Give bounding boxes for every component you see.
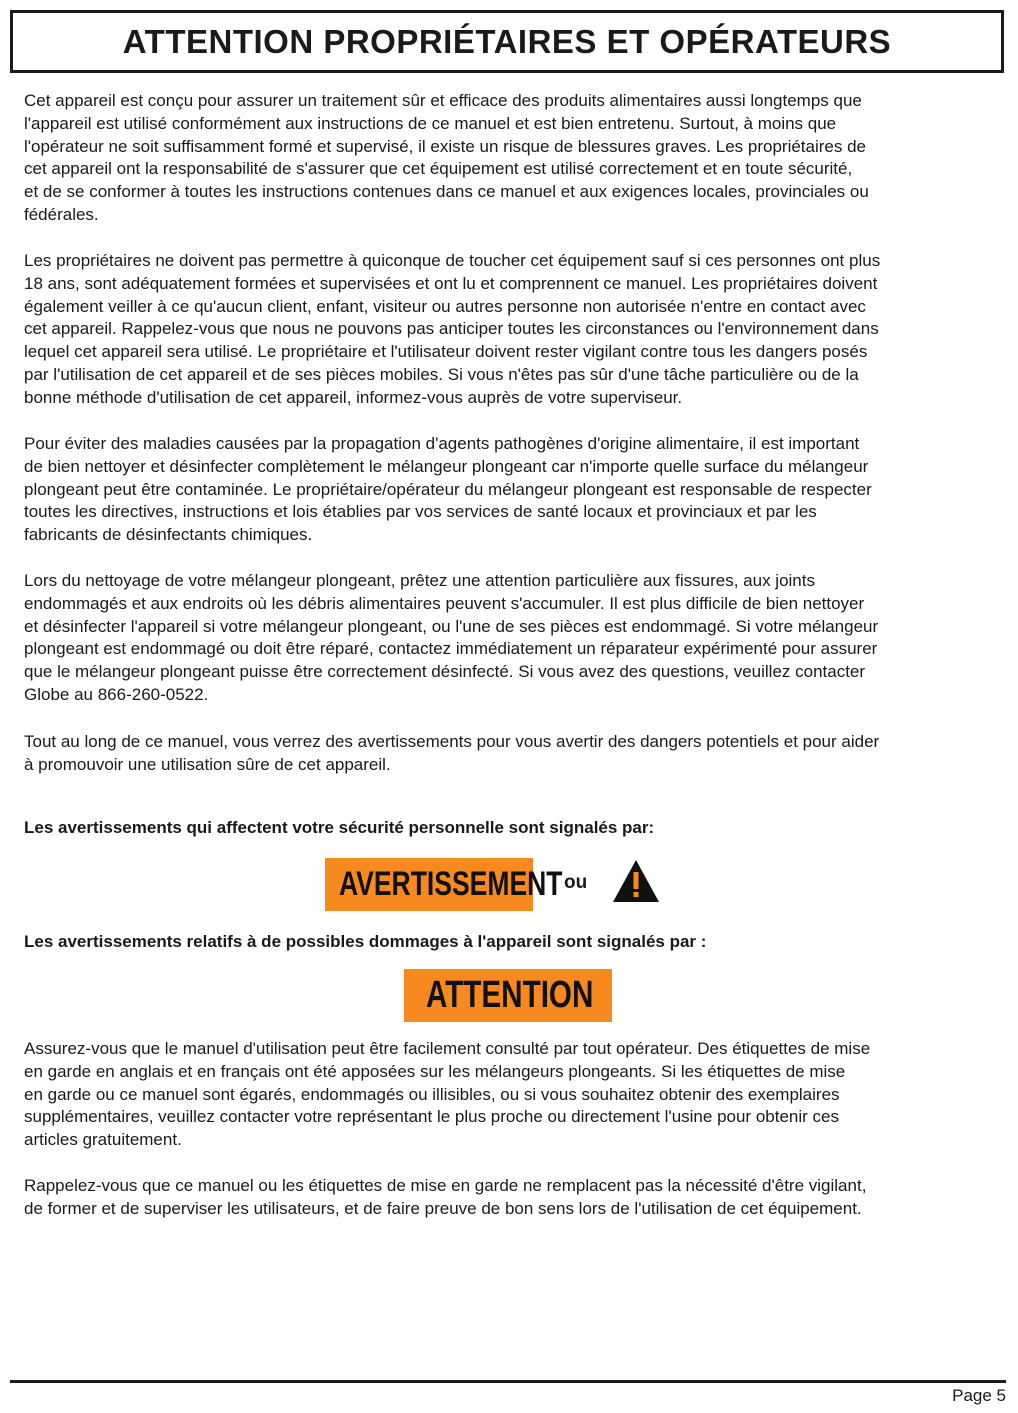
or-text: ou xyxy=(564,872,588,893)
warning-personal-heading: Les avertissements qui affectent votre sécurité personnelle sont signalés par: xyxy=(24,818,655,837)
attention-label xyxy=(404,969,612,1022)
page-title: ATTENTION PROPRIÉTAIRES ET OPÉRATEURS xyxy=(122,22,892,60)
paragraph-reminder: Rappelez-vous que ce manuel ou les étiquettes de mise en garde ne remplacent pas la nécessité d'être vigilant, de former et de superviser les utilisateurs, et de faire preuve de bon sens lors de l'utilisation de cet équipement. xyxy=(24,1176,867,1218)
attention-text: ATTENTION xyxy=(426,974,594,1016)
avertissement-text: AVERTISSEMENT xyxy=(339,865,563,903)
paragraph-cleaning: Pour éviter des maladies causées par la propagation d'agents pathogènes d'origine alimentaire, il est important de bien nettoyer et désinfecter complètement le mélangeur plongeant car n'importe quelle surface du mélangeur plongeant peut être contaminée. Le propriétaire/opérateur du mélangeur plongeant est responsable de respecter toutes les directives, instructions et lois établies par vos services de santé locaux et provinciaux et par les fabricants de désinfectants chimiques. xyxy=(24,434,872,545)
title-box xyxy=(10,10,1004,73)
page-number: Page 5 xyxy=(952,1386,1006,1405)
paragraph-damage: Lors du nettoyage de votre mélangeur plongeant, prêtez une attention particulière aux fissures, aux joints endommagés et aux endroits où les débris alimentaires peuvent s'accumuler. Il est plus difficile de bien nettoyer et désinfecter l'appareil si votre mélangeur plongeant, ou l'une de ses pièces est endommagé. Si votre mélangeur plongeant est endommagé ou doit être réparé, contactez immédiatement un réparateur expérimenté pour assurer que le mélangeur plongeant puisse être correctement désinfecté. Si vous avez des questions, veuillez contacter Globe au 866-260-0522. xyxy=(24,571,879,704)
paragraph-intro: Cet appareil est conçu pour assurer un traitement sûr et efficace des produits alimentaires aussi longtemps que l'appareil est utilisé conformément aux instructions de ce manuel et est bien entretenu. Surtout, à moins que l'opérateur ne soit suffisamment formé et supervisé, il existe un risque de blessures graves. Les propriétaires de cet appareil ont la responsabilité de s'assurer que cet équipement est utilisé correctement et en toute sécurité, et de se conformer à toutes les instructions contenues dans ce manuel et aux exigences locales, provinciales ou fédérales. xyxy=(24,91,869,224)
paragraph-owners: Les propriétaires ne doivent pas permettre à quiconque de toucher cet équipement sauf si ces personnes ont plus 18 ans, sont adéquatement formées et supervisées et ont lu et comprennent ce manuel. Les propriétaires doivent également veiller à ce qu'aucun client, enfant, visiteur ou autres personne non autorisée n'entre en contact avec cet appareil. Rappelez-vous que nous ne pouvons pas anticiper toutes les circonstances ou l'environnement dans lequel cet appareil sera utilisé. Le propriétaire et l'utilisateur doivent rester vigilant contre tous les dangers posés par l'utilisation de cet appareil et de ses pièces mobiles. Si vous n'êtes pas sûr d'une tâche particulière ou de la bonne méthode d'utilisation de cet appareil, informez-vous auprès de votre superviseur. xyxy=(24,251,881,407)
footer-divider xyxy=(10,1380,1006,1383)
warning-triangle-icon xyxy=(611,858,661,904)
avertissement-label xyxy=(325,858,563,911)
warning-damage-heading: Les avertissements relatifs à de possibles dommages à l'appareil sont signalés par : xyxy=(24,932,707,951)
paragraph-manual-access: Assurez-vous que le manuel d'utilisation peut être facilement consulté par tout opérateur. Des étiquettes de mise en garde en anglais et en français ont été apposées sur les mélangeurs plongeants. Si les étiquettes de mise en garde ou ce manuel sont égarés, endommagés ou illisibles, ou si vous souhaitez obtenir des exemplaires supplémentaires, veuillez contacter votre représentant le plus proche ou directement l'usine pour obtenir ces articles gratuitement. xyxy=(24,1039,871,1150)
paragraph-warnings-intro: Tout au long de ce manuel, vous verrez des avertissements pour vous avertir des dangers potentiels et pour aider à promouvoir une utilisation sûre de cet appareil. xyxy=(24,732,880,774)
